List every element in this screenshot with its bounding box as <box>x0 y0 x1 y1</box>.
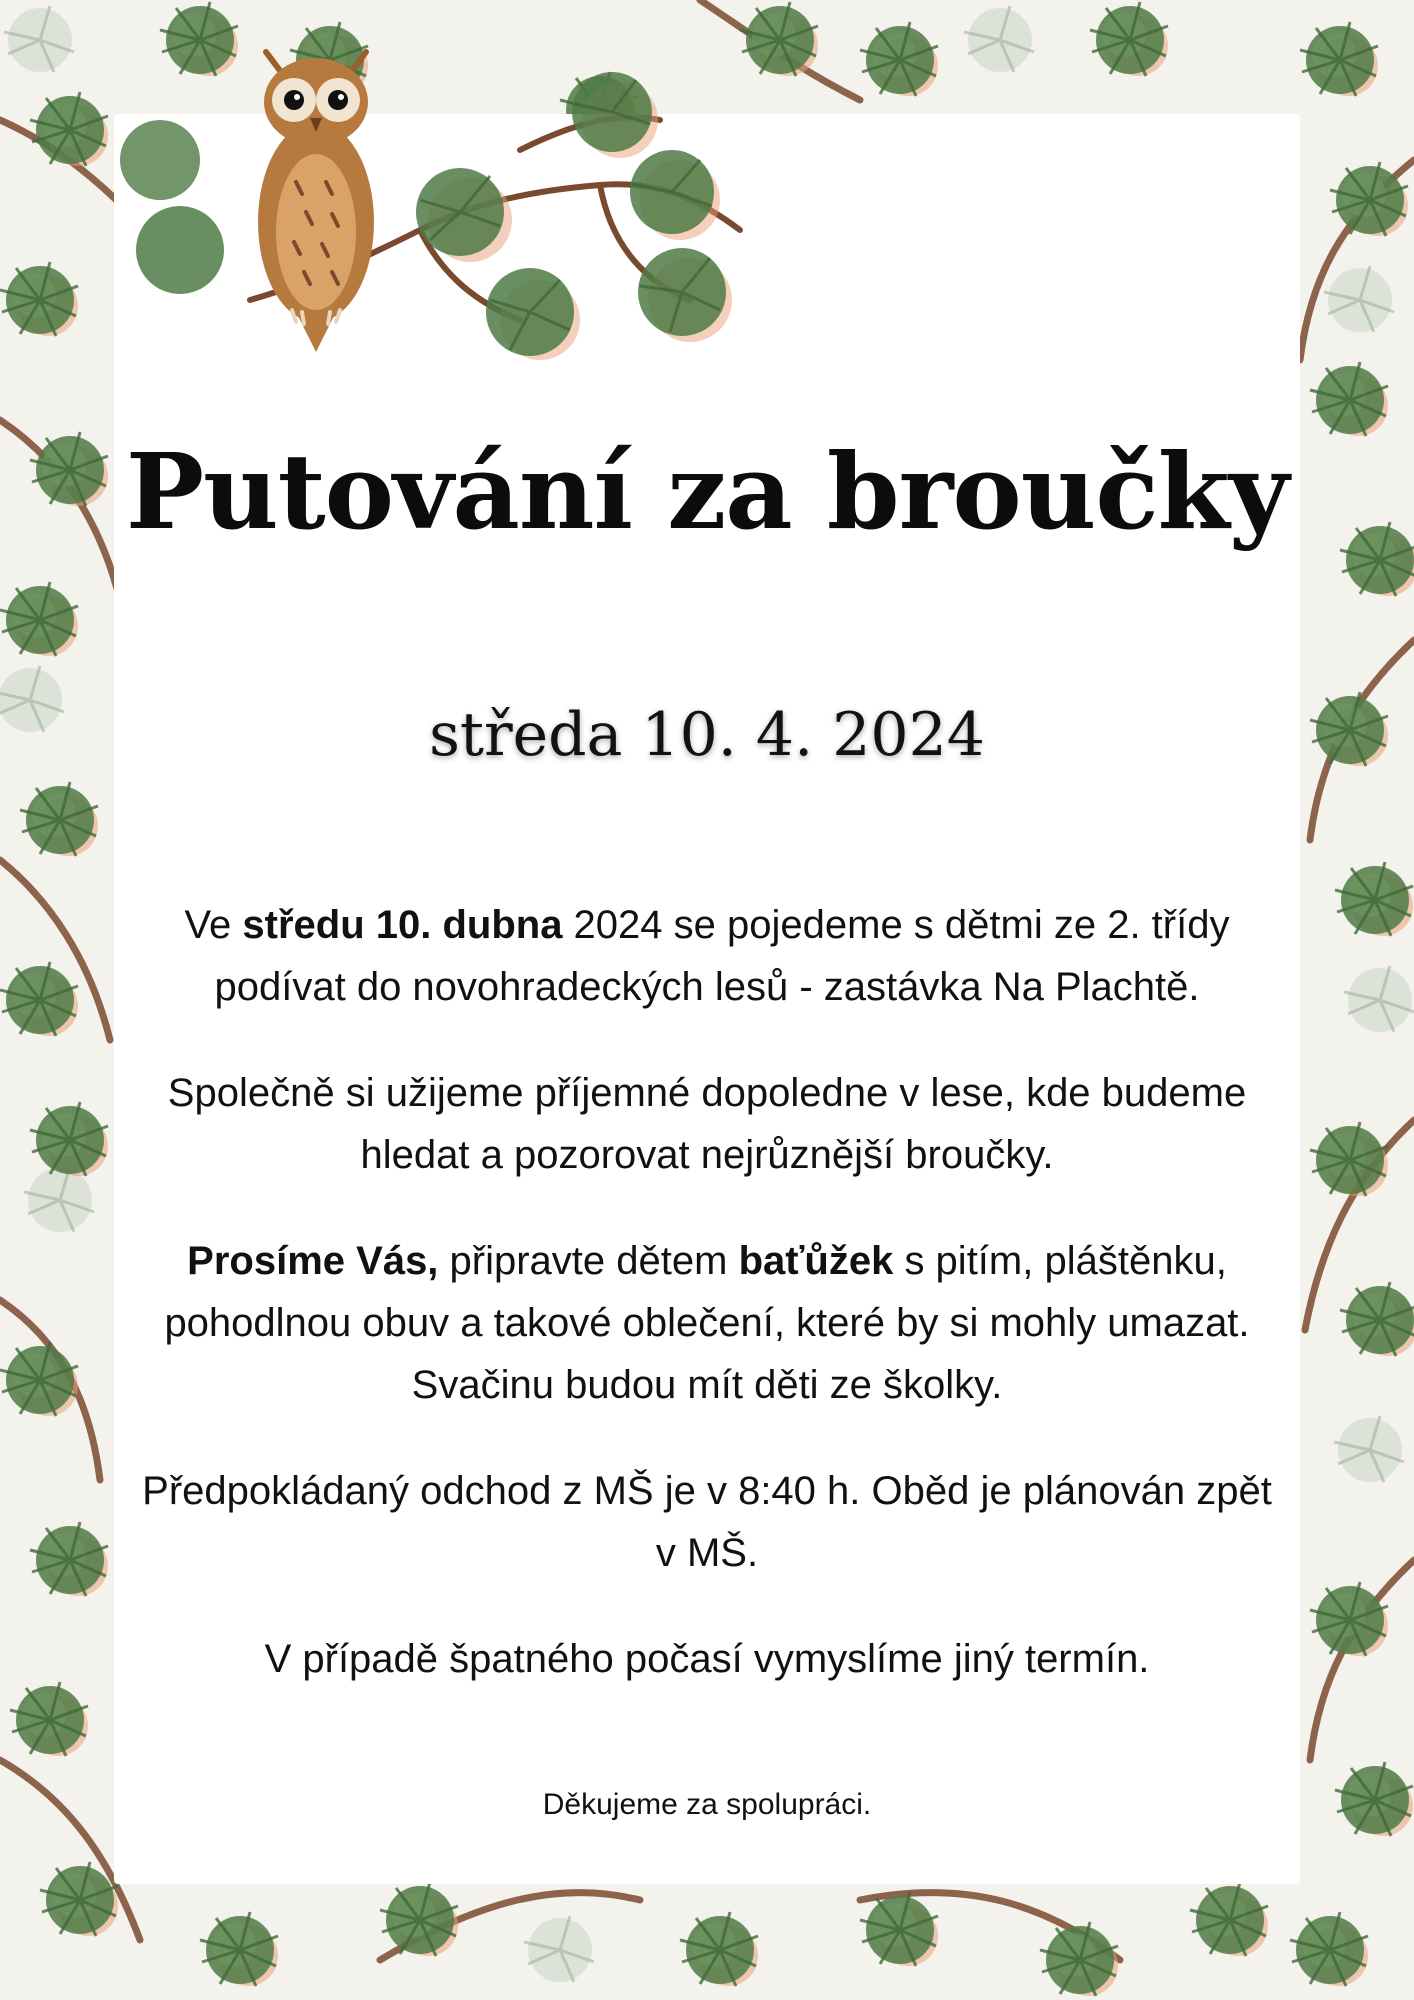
pine-branch-icon <box>0 0 1414 420</box>
paragraph-schedule: Předpokládaný odchod z MŠ je v 8:40 h. Oběd je plánován zpět v MŠ. <box>142 1469 1272 1575</box>
highlight-backpack: baťůžek <box>738 1239 894 1283</box>
paragraph-request: Prosíme Vás, připravte dětem baťůžek s pitím, pláštěnku, pohodlnou obuv a takové oblečení, které by si mohly umazat. Svačinu budou mít děti ze školky. <box>164 1239 1250 1407</box>
announcement-body <box>134 894 1280 1734</box>
highlight-request: Prosíme Vás, <box>187 1239 439 1283</box>
paragraph-trip: Ve středu 10. dubna 2024 se pojedeme s dětmi ze 2. třídy podívat do novohradeckých lesů - zastávka Na Plachtě. <box>184 903 1230 1009</box>
highlight-date: středu 10. dubna <box>242 903 563 947</box>
paragraph-activity: Společně si užijeme příjemné dopoledne v lese, kde budeme hledat a pozorovat nejrůznější broučky. <box>167 1071 1247 1177</box>
owl-icon <box>236 22 396 362</box>
paragraph-weather: V případě špatného počasí vymyslíme jiný termín. <box>264 1637 1150 1681</box>
event-date: středa 10. 4. 2024 <box>429 700 985 770</box>
page-title: Putování za broučky <box>125 430 1289 553</box>
thanks-note: Děkujeme za spolupráci. <box>542 1788 872 1821</box>
